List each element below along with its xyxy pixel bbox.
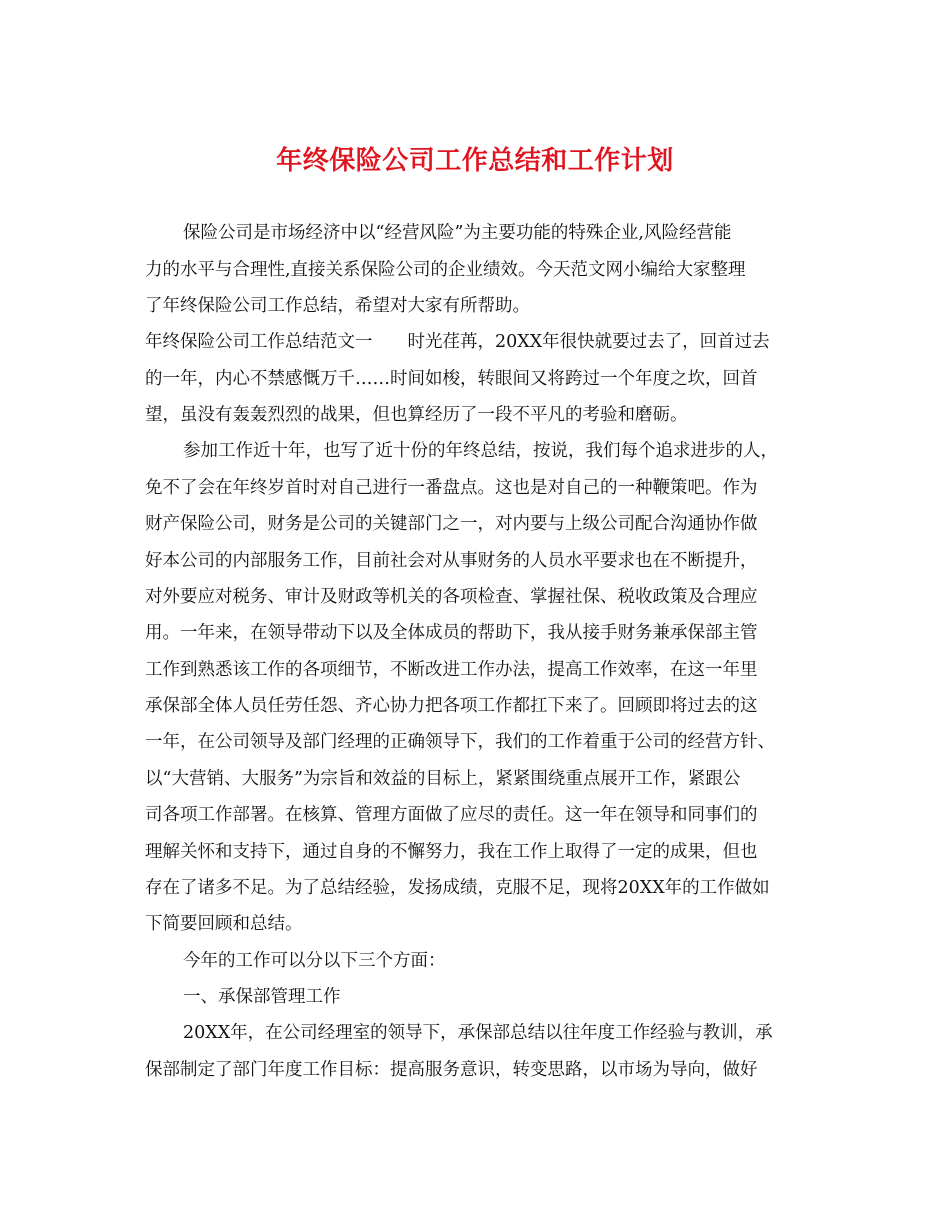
text-line: 的一年，内心不禁感慨万千……时间如梭，转眼间又将跨过一个年度之坎，回首 (145, 369, 758, 389)
text-line: 参加工作近十年，也写了近十份的年终总结，按说，我们每个追求进步的人， (183, 441, 778, 461)
text-line: 司各项工作部署。在核算、管理方面做了应尽的责任。这一年在领导和同事们的 (145, 805, 758, 825)
text-line: 好本公司的内部服务工作，目前社会对从事财务的人员水平要求也在不断提升， (145, 551, 758, 571)
text-line: 下简要回顾和总结。 (145, 914, 303, 934)
text-line: 一、承保部管理工作 (183, 987, 341, 1007)
text-line: 理解关怀和支持下，通过自身的不懈努力，我在工作上取得了一定的成果，但也 (145, 842, 758, 862)
text-line: 存在了诸多不足。为了总结经验，发扬成绩，克服不足，现将20XX年的工作做如 (145, 878, 770, 898)
text-line: 用。一年来，在领导带动下以及全体成员的帮助下，我从接手财务兼承保部主管 (145, 623, 758, 643)
text-line: 了年终保险公司工作总结，希望对大家有所帮助。 (145, 296, 530, 316)
text-line: 财产保险公司，财务是公司的关键部门之一，对内要与上级公司配合沟通协作做 (145, 514, 758, 534)
text-line: 今年的工作可以分以下三个方面： (183, 951, 446, 971)
text-line: 保部制定了部门年度工作目标：提高服务意识，转变思路，以市场为导向，做好 (145, 1060, 758, 1080)
text-line: 以“大营销、大服务”为宗旨和效益的目标上，紧紧围绕重点展开工作，紧跟公 (145, 769, 741, 789)
text-line: 力的水平与合理性,直接关系保险公司的企业绩效。今天范文网小编给大家整理 (145, 260, 746, 280)
document-title: 年终保险公司工作总结和工作计划 (276, 146, 674, 176)
text-line: 一年，在公司领导及部门经理的正确领导下，我们的工作着重于公司的经营方针、 (145, 732, 775, 752)
text-line: 工作到熟悉该工作的各项细节，不断改进工作办法，提高工作效率，在这一年里 (145, 660, 758, 680)
text-line: 20XX年，在公司经理室的领导下，承保部总结以往年度工作经验与教训，承 (183, 1023, 773, 1043)
text-line: 年终保险公司工作总结范文一 时光荏苒，20XX年很快就要过去了，回首过去 (145, 332, 770, 352)
text-line: 免不了会在年终岁首时对自己进行一番盘点。这也是对自己的一种鞭策吧。作为 (145, 478, 758, 498)
text-line: 望，虽没有轰轰烈烈的战果，但也算经历了一段不平凡的考验和磨砺。 (145, 405, 688, 425)
text-line: 对外要应对税务、审计及财政等机关的各项检查、掌握社保、税收政策及合理应 (145, 587, 758, 607)
text-line: 承保部全体人员任劳任怨、齐心协力把各项工作都扛下来了。回顾即将过去的这 (145, 696, 758, 716)
text-line: 保险公司是市场经济中以“经营风险”为主要功能的特殊企业,风险经营能 (183, 223, 732, 243)
